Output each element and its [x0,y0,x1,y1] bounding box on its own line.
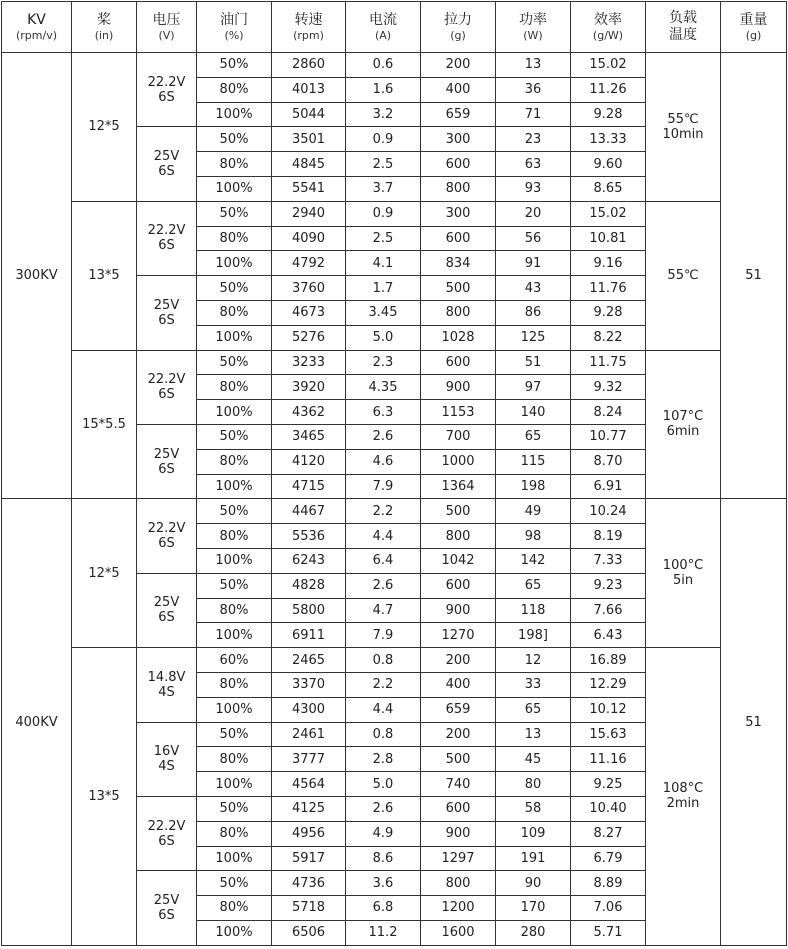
current-cell: 2.6 [346,424,421,449]
power-cell: 91 [496,251,571,276]
current-cell: 2.6 [346,573,421,598]
prop-cell: 12*5 [72,53,137,202]
power-cell: 125 [496,325,571,350]
throttle-cell: 50% [197,424,272,449]
current-cell: 4.4 [346,697,421,722]
power-cell: 12 [496,648,571,673]
current-cell: 1.6 [346,77,421,102]
thrust-cell: 600 [421,350,496,375]
throttle-cell: 80% [197,152,272,177]
thrust-cell: 800 [421,300,496,325]
throttle-cell: 80% [197,300,272,325]
thrust-cell: 200 [421,53,496,78]
throttle-cell: 100% [197,325,272,350]
throttle-cell: 80% [197,375,272,400]
power-cell: 280 [496,920,571,945]
voltage-cell: 25V 6S [137,871,197,945]
rpm-cell: 2461 [272,722,346,747]
voltage-cell: 25V 6S [137,573,197,647]
header-efficiency: 效率 (g/W) [571,2,646,53]
power-cell: 98 [496,524,571,549]
rpm-cell: 2465 [272,648,346,673]
load-temp-cell: 100°C 5in [646,499,721,648]
power-cell: 86 [496,300,571,325]
rpm-cell: 3233 [272,350,346,375]
efficiency-cell: 15.63 [571,722,646,747]
power-cell: 191 [496,846,571,871]
power-cell: 170 [496,896,571,921]
throttle-cell: 80% [197,598,272,623]
efficiency-cell: 9.28 [571,102,646,127]
efficiency-cell: 11.75 [571,350,646,375]
current-cell: 2.3 [346,350,421,375]
efficiency-cell: 10.81 [571,226,646,251]
efficiency-cell: 9.23 [571,573,646,598]
throttle-cell: 100% [197,846,272,871]
rpm-cell: 4013 [272,77,346,102]
header-rpm: 转速 (rpm) [272,2,346,53]
throttle-cell: 50% [197,201,272,226]
motor-spec-table [1,1,787,946]
throttle-cell: 50% [197,722,272,747]
table-row [2,201,787,226]
power-cell: 65 [496,424,571,449]
rpm-cell: 6243 [272,548,346,573]
table-body [2,53,787,946]
thrust-cell: 300 [421,201,496,226]
current-cell: 2.2 [346,672,421,697]
header-kv: KV (rpm/v) [2,2,72,53]
efficiency-cell: 15.02 [571,53,646,78]
efficiency-cell: 6.79 [571,846,646,871]
efficiency-cell: 8.22 [571,325,646,350]
rpm-cell: 6911 [272,623,346,648]
load-temp-cell: 108°C 2min [646,648,721,946]
efficiency-cell: 10.77 [571,424,646,449]
thrust-cell: 600 [421,796,496,821]
thrust-cell: 800 [421,871,496,896]
efficiency-cell: 10.24 [571,499,646,524]
power-cell: 93 [496,176,571,201]
header-voltage: 电压 (V) [137,2,197,53]
spec-table-container [1,1,787,946]
thrust-cell: 1153 [421,400,496,425]
rpm-cell: 3760 [272,276,346,301]
thrust-cell: 1000 [421,449,496,474]
weight-cell: 51 [721,53,787,499]
rpm-cell: 6506 [272,920,346,945]
kv-cell: 300KV [2,53,72,499]
header-prop: 桨 (in) [72,2,137,53]
rpm-cell: 4956 [272,821,346,846]
power-cell: 13 [496,53,571,78]
throttle-cell: 80% [197,821,272,846]
efficiency-cell: 9.60 [571,152,646,177]
current-cell: 3.6 [346,871,421,896]
power-cell: 109 [496,821,571,846]
efficiency-cell: 6.43 [571,623,646,648]
current-cell: 4.35 [346,375,421,400]
thrust-cell: 1028 [421,325,496,350]
rpm-cell: 4736 [272,871,346,896]
thrust-cell: 740 [421,772,496,797]
throttle-cell: 100% [197,920,272,945]
throttle-cell: 100% [197,176,272,201]
thrust-cell: 900 [421,598,496,623]
current-cell: 0.9 [346,127,421,152]
voltage-cell: 22.2V 6S [137,499,197,573]
thrust-cell: 600 [421,152,496,177]
rpm-cell: 3370 [272,672,346,697]
thrust-cell: 1200 [421,896,496,921]
thrust-cell: 900 [421,375,496,400]
efficiency-cell: 8.19 [571,524,646,549]
thrust-cell: 1270 [421,623,496,648]
power-cell: 198] [496,623,571,648]
thrust-cell: 1297 [421,846,496,871]
current-cell: 5.0 [346,772,421,797]
rpm-cell: 4564 [272,772,346,797]
current-cell: 4.7 [346,598,421,623]
header-row [2,2,787,53]
thrust-cell: 800 [421,176,496,201]
throttle-cell: 80% [197,672,272,697]
throttle-cell: 80% [197,524,272,549]
power-cell: 45 [496,747,571,772]
current-cell: 0.6 [346,53,421,78]
prop-cell: 12*5 [72,499,137,648]
prop-cell: 15*5.5 [72,350,137,499]
thrust-cell: 1364 [421,474,496,499]
current-cell: 4.9 [346,821,421,846]
voltage-cell: 25V 6S [137,127,197,201]
thrust-cell: 800 [421,524,496,549]
power-cell: 58 [496,796,571,821]
rpm-cell: 4792 [272,251,346,276]
current-cell: 3.45 [346,300,421,325]
efficiency-cell: 11.26 [571,77,646,102]
table-row [2,350,787,375]
voltage-cell: 22.2V 6S [137,201,197,275]
power-cell: 65 [496,697,571,722]
thrust-cell: 400 [421,77,496,102]
efficiency-cell: 6.91 [571,474,646,499]
rpm-cell: 3465 [272,424,346,449]
throttle-cell: 50% [197,871,272,896]
efficiency-cell: 7.66 [571,598,646,623]
power-cell: 49 [496,499,571,524]
table-row [2,648,787,673]
current-cell: 0.9 [346,201,421,226]
efficiency-cell: 7.33 [571,548,646,573]
current-cell: 6.4 [346,548,421,573]
power-cell: 118 [496,598,571,623]
current-cell: 3.2 [346,102,421,127]
voltage-cell: 22.2V 6S [137,796,197,870]
load-temp-cell: 55℃ 10min [646,53,721,202]
power-cell: 140 [496,400,571,425]
rpm-cell: 4673 [272,300,346,325]
thrust-cell: 600 [421,573,496,598]
thrust-cell: 900 [421,821,496,846]
throttle-cell: 80% [197,226,272,251]
efficiency-cell: 8.24 [571,400,646,425]
rpm-cell: 2860 [272,53,346,78]
header-power: 功率 (W) [496,2,571,53]
current-cell: 2.8 [346,747,421,772]
header-thrust: 拉力 (g) [421,2,496,53]
efficiency-cell: 9.28 [571,300,646,325]
power-cell: 63 [496,152,571,177]
throttle-cell: 100% [197,474,272,499]
power-cell: 13 [496,722,571,747]
throttle-cell: 100% [197,400,272,425]
rpm-cell: 3777 [272,747,346,772]
throttle-cell: 50% [197,127,272,152]
rpm-cell: 4845 [272,152,346,177]
throttle-cell: 60% [197,648,272,673]
throttle-cell: 50% [197,350,272,375]
rpm-cell: 5276 [272,325,346,350]
thrust-cell: 659 [421,102,496,127]
voltage-cell: 14.8V 4S [137,648,197,722]
thrust-cell: 500 [421,276,496,301]
voltage-cell: 22.2V 6S [137,350,197,424]
header-current: 电流 (A) [346,2,421,53]
voltage-cell: 25V 6S [137,424,197,498]
throttle-cell: 50% [197,796,272,821]
power-cell: 71 [496,102,571,127]
rpm-cell: 4300 [272,697,346,722]
efficiency-cell: 12.29 [571,672,646,697]
current-cell: 0.8 [346,722,421,747]
efficiency-cell: 8.27 [571,821,646,846]
current-cell: 6.3 [346,400,421,425]
rpm-cell: 4120 [272,449,346,474]
power-cell: 115 [496,449,571,474]
rpm-cell: 4362 [272,400,346,425]
current-cell: 11.2 [346,920,421,945]
power-cell: 51 [496,350,571,375]
throttle-cell: 50% [197,53,272,78]
rpm-cell: 4467 [272,499,346,524]
header-throttle: 油门 (%) [197,2,272,53]
prop-cell: 13*5 [72,648,137,946]
efficiency-cell: 8.89 [571,871,646,896]
current-cell: 4.6 [346,449,421,474]
kv-cell: 400KV [2,499,72,945]
current-cell: 3.7 [346,176,421,201]
power-cell: 97 [496,375,571,400]
efficiency-cell: 11.16 [571,747,646,772]
thrust-cell: 300 [421,127,496,152]
efficiency-cell: 10.40 [571,796,646,821]
thrust-cell: 1042 [421,548,496,573]
throttle-cell: 100% [197,623,272,648]
current-cell: 6.8 [346,896,421,921]
power-cell: 33 [496,672,571,697]
current-cell: 8.6 [346,846,421,871]
power-cell: 142 [496,548,571,573]
current-cell: 2.2 [346,499,421,524]
rpm-cell: 5718 [272,896,346,921]
current-cell: 1.7 [346,276,421,301]
rpm-cell: 4090 [272,226,346,251]
thrust-cell: 500 [421,747,496,772]
current-cell: 0.8 [346,648,421,673]
throttle-cell: 50% [197,573,272,598]
voltage-cell: 25V 6S [137,276,197,350]
thrust-cell: 200 [421,722,496,747]
throttle-cell: 80% [197,449,272,474]
throttle-cell: 100% [197,548,272,573]
efficiency-cell: 9.16 [571,251,646,276]
current-cell: 7.9 [346,474,421,499]
efficiency-cell: 9.25 [571,772,646,797]
rpm-cell: 4715 [272,474,346,499]
throttle-cell: 50% [197,499,272,524]
rpm-cell: 5917 [272,846,346,871]
table-row [2,499,787,524]
rpm-cell: 5536 [272,524,346,549]
header-weight: 重量 (g) [721,2,787,53]
rpm-cell: 4125 [272,796,346,821]
power-cell: 20 [496,201,571,226]
rpm-cell: 2940 [272,201,346,226]
efficiency-cell: 8.65 [571,176,646,201]
throttle-cell: 100% [197,697,272,722]
power-cell: 23 [496,127,571,152]
throttle-cell: 80% [197,747,272,772]
efficiency-cell: 15.02 [571,201,646,226]
thrust-cell: 200 [421,648,496,673]
power-cell: 36 [496,77,571,102]
voltage-cell: 16V 4S [137,722,197,796]
thrust-cell: 600 [421,226,496,251]
efficiency-cell: 9.32 [571,375,646,400]
efficiency-cell: 11.76 [571,276,646,301]
power-cell: 90 [496,871,571,896]
thrust-cell: 1600 [421,920,496,945]
rpm-cell: 3920 [272,375,346,400]
current-cell: 4.1 [346,251,421,276]
throttle-cell: 100% [197,102,272,127]
load-temp-cell: 55℃ [646,201,721,350]
power-cell: 65 [496,573,571,598]
efficiency-cell: 10.12 [571,697,646,722]
current-cell: 4.4 [346,524,421,549]
efficiency-cell: 16.89 [571,648,646,673]
efficiency-cell: 8.70 [571,449,646,474]
voltage-cell: 22.2V 6S [137,53,197,127]
rpm-cell: 5541 [272,176,346,201]
current-cell: 2.5 [346,226,421,251]
current-cell: 7.9 [346,623,421,648]
rpm-cell: 3501 [272,127,346,152]
thrust-cell: 500 [421,499,496,524]
table-row [2,53,787,78]
weight-cell: 51 [721,499,787,945]
thrust-cell: 834 [421,251,496,276]
rpm-cell: 5800 [272,598,346,623]
thrust-cell: 659 [421,697,496,722]
current-cell: 5.0 [346,325,421,350]
thrust-cell: 400 [421,672,496,697]
prop-cell: 13*5 [72,201,137,350]
throttle-cell: 100% [197,251,272,276]
power-cell: 80 [496,772,571,797]
power-cell: 56 [496,226,571,251]
throttle-cell: 50% [197,276,272,301]
header-load-temp: 负载 温度 [646,2,721,53]
efficiency-cell: 7.06 [571,896,646,921]
efficiency-cell: 5.71 [571,920,646,945]
rpm-cell: 4828 [272,573,346,598]
current-cell: 2.5 [346,152,421,177]
thrust-cell: 700 [421,424,496,449]
current-cell: 2.6 [346,796,421,821]
efficiency-cell: 13.33 [571,127,646,152]
throttle-cell: 80% [197,77,272,102]
rpm-cell: 5044 [272,102,346,127]
throttle-cell: 80% [197,896,272,921]
power-cell: 43 [496,276,571,301]
power-cell: 198 [496,474,571,499]
load-temp-cell: 107°C 6min [646,350,721,499]
throttle-cell: 100% [197,772,272,797]
